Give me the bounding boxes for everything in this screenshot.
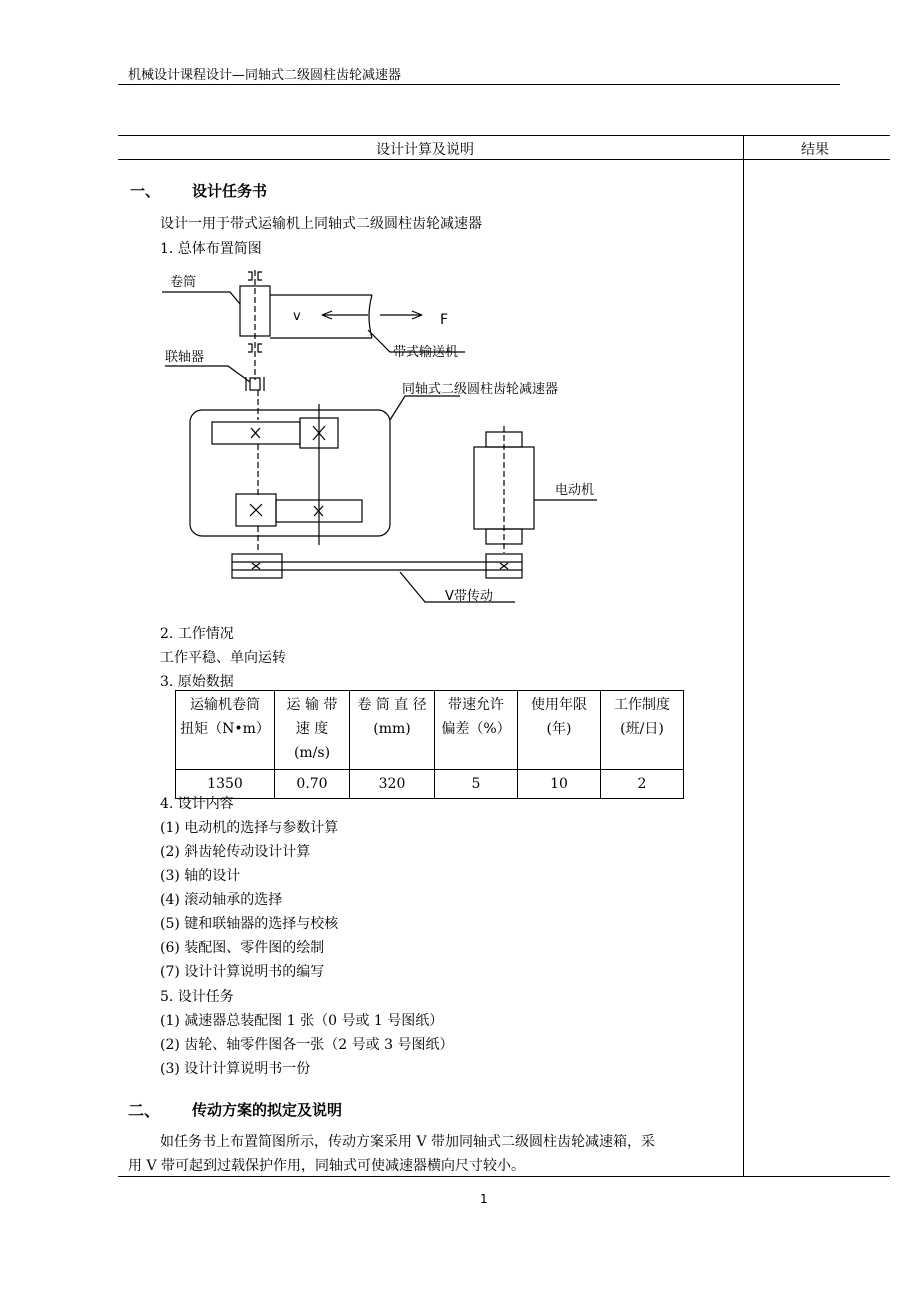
content-item: (5) 键和联轴器的选择与校核 <box>160 916 339 932</box>
item5-heading: 5. 设计任务 <box>160 989 234 1005</box>
section2-paragraph-line2: 用 V 带可起到过载保护作用，同轴式可使减速器横向尺寸较小。 <box>128 1158 526 1174</box>
label-drum: 卷筒 <box>170 275 197 290</box>
section1-number: 一、 <box>130 182 161 200</box>
layout-diagram <box>150 260 595 615</box>
raw-data-header-row <box>176 691 684 770</box>
pulley-left <box>232 554 282 578</box>
hdr-diameter: 卷 筒 直 径 (mm) <box>350 691 435 770</box>
label-coupling: 联轴器 <box>165 350 205 365</box>
hdr-service-life: 使用年限 (年) <box>518 691 601 770</box>
item4-heading: 4. 设计内容 <box>160 796 234 812</box>
header-rule <box>118 84 840 85</box>
hdr-speed: 运 输 带 速 度 (m/s) <box>275 691 350 770</box>
content-item: (3) 轴的设计 <box>160 868 241 884</box>
content-item: (7) 设计计算说明书的编写 <box>160 964 325 980</box>
val-speed: 0.70 <box>275 770 350 799</box>
content-item: (1) 电动机的选择与参数计算 <box>160 820 339 836</box>
section2-title: 传动方案的拟定及说明 <box>192 1101 343 1119</box>
table-top-border <box>118 135 890 136</box>
running-header: 机械设计课程设计—同轴式二级圆柱齿轮减速器 <box>128 68 402 83</box>
val-diameter: 320 <box>350 770 435 799</box>
item1-heading: 1. 总体布置简图 <box>160 241 262 257</box>
val-tolerance: 5 <box>435 770 518 799</box>
content-item: (6) 装配图、零件图的绘制 <box>160 940 325 956</box>
hdr-torque: 运输机卷筒 扭矩（N•m） <box>176 691 275 770</box>
table-header-divider <box>118 159 890 160</box>
page-number: 1 <box>480 1192 488 1206</box>
task-item: (2) 齿轮、轴零件图各一张（2 号或 3 号图纸） <box>160 1037 454 1053</box>
label-vbelt: V带传动 <box>445 589 493 604</box>
section2-number: 二、 <box>128 1101 161 1120</box>
task-item: (3) 设计计算说明书一份 <box>160 1061 311 1077</box>
hdr-tolerance: 带速允许 偏差（%） <box>435 691 518 770</box>
reducer-housing <box>190 410 390 536</box>
label-reducer: 同轴式二级圆柱齿轮减速器 <box>402 382 559 397</box>
content-item: (4) 滚动轴承的选择 <box>160 892 283 908</box>
task-item: (1) 减速器总装配图 1 张（0 号或 1 号图纸） <box>160 1013 444 1029</box>
raw-data-table <box>175 690 684 799</box>
label-motor: 电动机 <box>555 483 595 498</box>
work-condition: 工作平稳、单向运转 <box>160 650 286 666</box>
label-force: F <box>440 312 449 328</box>
section1-title: 设计任务书 <box>192 182 268 200</box>
section2-paragraph-line1: 如任务书上布置简图所示，传动方案采用 V 带加同轴式二级圆柱齿轮减速箱，采 <box>160 1134 656 1150</box>
column-divider <box>743 135 744 1176</box>
val-torque: 1350 <box>176 770 275 799</box>
item2-heading: 2. 工作情况 <box>160 626 234 642</box>
table-bottom-border <box>118 1176 890 1177</box>
label-v: v <box>293 309 301 324</box>
val-service-life: 10 <box>518 770 601 799</box>
column-header-main: 设计计算及说明 <box>376 142 474 158</box>
item3-heading: 3. 原始数据 <box>160 674 234 690</box>
label-belt-conveyor: 带式输送机 <box>393 345 459 360</box>
hdr-shifts: 工作制度 (班/日) <box>601 691 684 770</box>
raw-data-value-row <box>176 770 684 799</box>
content-item: (2) 斜齿轮传动设计计算 <box>160 844 311 860</box>
section1-intro: 设计一用于带式运输机上同轴式二级圆柱齿轮减速器 <box>160 216 482 232</box>
val-shifts: 2 <box>601 770 684 799</box>
column-header-result: 结果 <box>801 142 829 158</box>
